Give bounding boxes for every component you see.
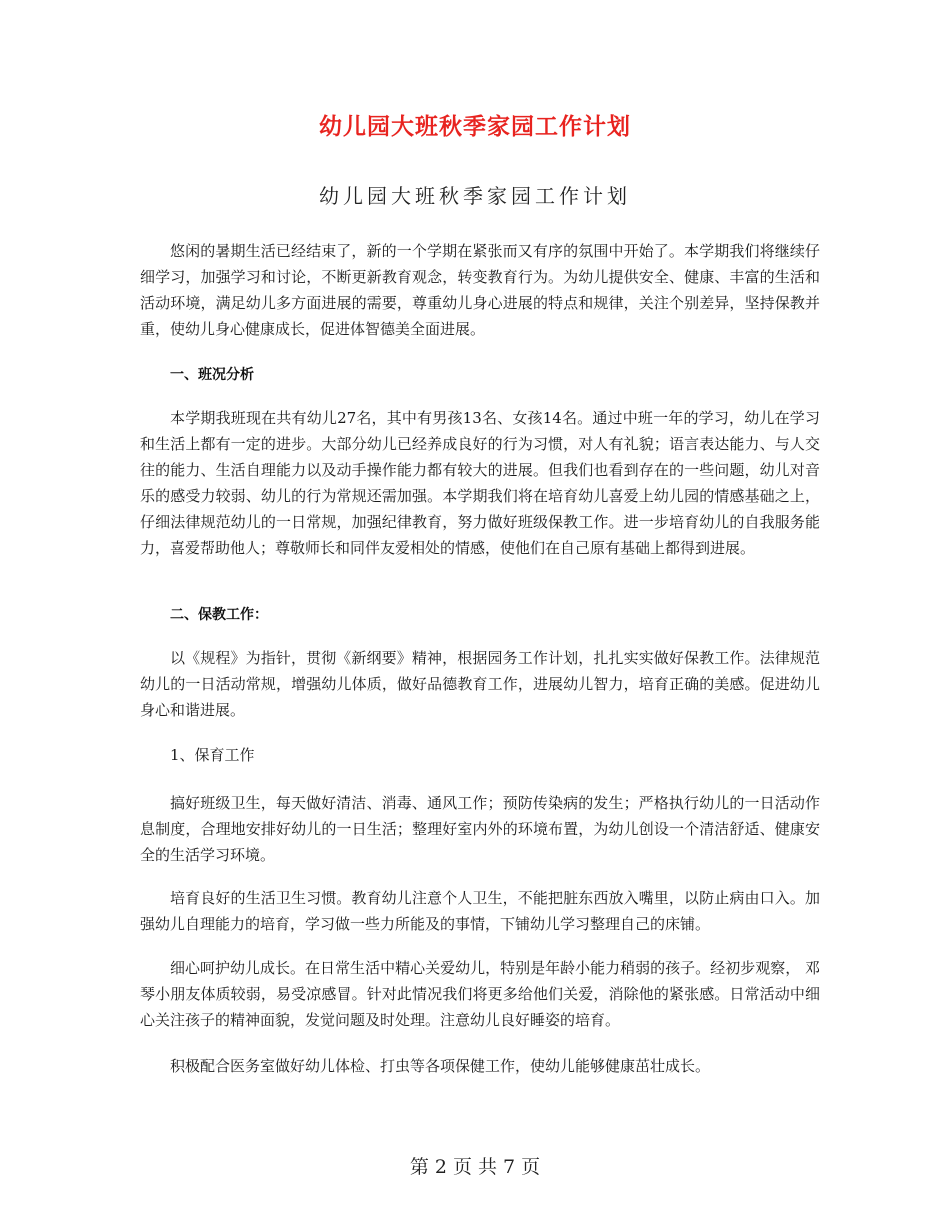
subheading-care-work: 1、保育工作 <box>170 746 255 764</box>
care-paragraph-1: 搞好班级卫生，每天做好清洁、消毒、通风工作；预防传染病的发生；严格执行幼儿的一日活动作息制度，合理地安排好幼儿的一日生活；整理好室内外的环境布置，为幼儿创设一个清洁舒适、健康安全的生活学习环境。 <box>140 794 820 864</box>
page-number-footer: 第 2 页 共 7 页 <box>409 1156 541 1178</box>
section-heading-care-education: 二、保教工作： <box>170 607 268 623</box>
care-education-paragraph: 以《规程》为指针，贯彻《新纲要》精神，根据园务工作计划，扎扎实实做好保教工作。法律规范幼儿的一日活动常规，增强幼儿体质，做好品德教育工作，进展幼儿智力，培育正确的美感。促进幼儿身心和谐进展。 <box>140 649 820 719</box>
section-heading-class-analysis: 一、班况分析 <box>170 367 254 383</box>
care-paragraph-2: 培育良好的生活卫生习惯。教育幼儿注意个人卫生，不能把脏东西放入嘴里，以防止病由口入。加强幼儿自理能力的培育，学习做一些力所能及的事情，下铺幼儿学习整理自己的床铺。 <box>140 889 820 933</box>
intro-paragraph: 悠闲的暑期生活已经结束了，新的一个学期在紧张而又有序的氛围中开始了。本学期我们将继续仔细学习，加强学习和讨论，不断更新教育观念，转变教育行为。为幼儿提供安全、健康、丰富的生活和活动环境，满足幼儿多方面进展的需要，尊重幼儿身心进展的特点和规律，关注个别差异，坚持保教并重，使幼儿身心健康成长，促进体智德美全面进展。 <box>140 242 820 338</box>
class-analysis-paragraph: 本学期我班现在共有幼儿27名，其中有男孩13名、女孩14名。通过中班一年的学习，幼儿在学习和生活上都有一定的进步。大部分幼儿已经养成良好的行为习惯，对人有礼貌；语言表达能力、与人交往的能力、生活自理能力以及动手操作能力都有较大的进展。但我们也看到存在的一些问题，幼儿对音乐的感受力较弱、幼儿的行为常规还需加强。本学期我们将在培育幼儿喜爱上幼儿园的情感基础之上，仔细法律规范幼儿的一日常规，加强纪律教育，努力做好班级保教工作。进一步培育幼儿的自我服务能力，喜爱帮助他人；尊敬师长和同伴友爱相处的情感，使他们在自己原有基础上都得到进展。 <box>140 409 820 557</box>
document-title: 幼儿园大班秋季家园工作计划 <box>319 114 631 140</box>
care-paragraph-3: 细心呵护幼儿成长。在日常生活中精心关爱幼儿，特别是年龄小能力稍弱的孩子。经初步观察， 邓琴小朋友体质较弱，易受凉感冒。针对此情况我们将更多给他们关爱，消除他的紧张感。日常活动中细心关注孩子的精神面貌，发觉问题及时处理。注意幼儿良好睡姿的培育。 <box>140 959 820 1029</box>
document-subtitle: 幼儿园大班秋季家园工作计划 <box>319 184 631 208</box>
care-paragraph-4: 积极配合医务室做好幼儿体检、打虫等各项保健工作，使幼儿能够健康茁壮成长。 <box>170 1057 711 1075</box>
